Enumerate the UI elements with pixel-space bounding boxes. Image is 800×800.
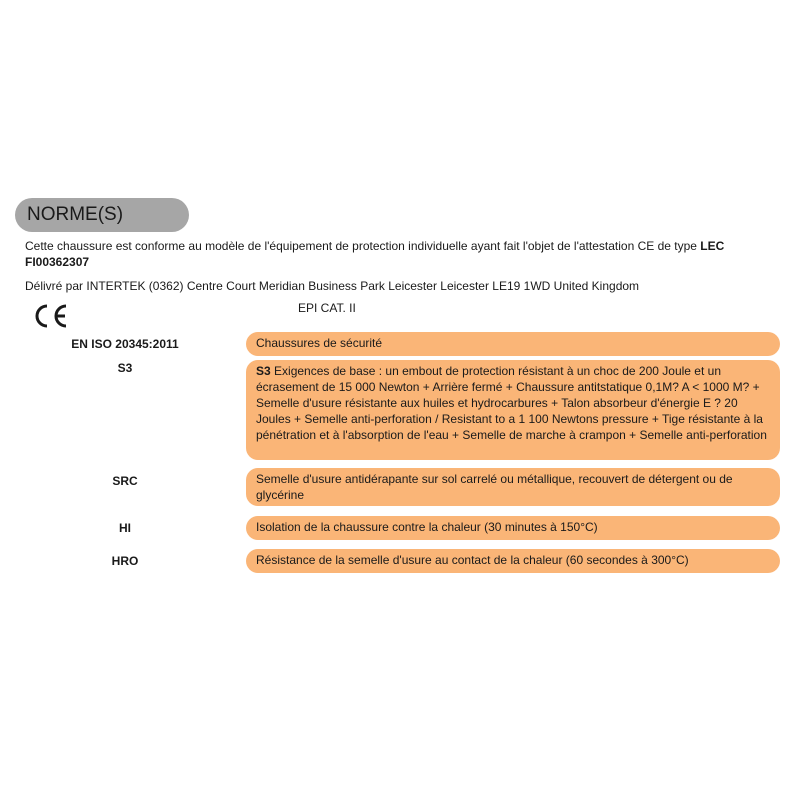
section-title: NORME(S)	[15, 198, 189, 232]
norm-desc-pill: Chaussures de sécurité	[246, 332, 780, 356]
norm-label: EN ISO 20345:2011	[71, 337, 179, 351]
src-desc-pill: Semelle d'usure antidérapante sur sol carrelé ou métallique, recouvert de détergent ou de glycérine	[246, 468, 780, 506]
s3-code: S3	[256, 364, 271, 378]
epi-category: EPI CAT. II	[298, 301, 356, 315]
attestation-ref: LEC FI00362307	[25, 239, 725, 269]
hi-label: HI	[119, 521, 131, 535]
s3-desc-text: Exigences de base : un embout de protection résistant à un choc de 200 Joule et un écrasement de 15 000 Newton + Arrière fermé + Chaussure antitstatique 0,1M? A < 1000 M? + Semelle d'usure résistante aux huiles et hydrocarbures + Talon absorbeur d'énergie E ? 20 Joules + Semelle anti-perforation / Resistant to a 1 100 Newtons pressure + Tige résistante à la pénétration et à l'absorption de l'eau + Semelle de marche à crampon + Semelle anti-perforation	[256, 364, 767, 442]
ce-mark-icon	[30, 302, 72, 330]
s3-label: S3	[117, 361, 133, 375]
hro-label: HRO	[111, 554, 139, 568]
src-label: SRC	[112, 474, 138, 488]
issuer-text: Délivré par INTERTEK (0362) Centre Court Meridian Business Park Leicester Leicester LE19 1WD United Kingdom	[25, 279, 640, 293]
s3-desc-pill	[246, 360, 780, 460]
intro-body: Cette chaussure est conforme au modèle de l'équipement de protection individuelle ayant fait l'objet de l'attestation CE de type	[25, 239, 701, 253]
intro-text	[25, 238, 780, 270]
hi-desc-pill: Isolation de la chaussure contre la chaleur (30 minutes à 150°C)	[246, 516, 780, 540]
hro-desc-pill: Résistance de la semelle d'usure au contact de la chaleur (60 secondes à 300°C)	[246, 549, 780, 573]
